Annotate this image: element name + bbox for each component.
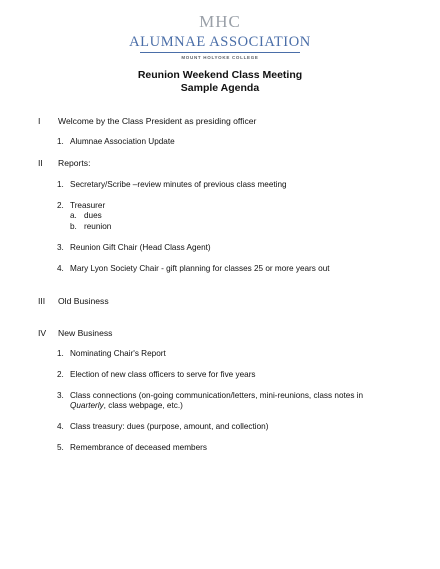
item-number: 1. (57, 349, 64, 358)
logo-association-name: ALUMNAE ASSOCIATION (129, 34, 311, 50)
sub-item-text: reunion (84, 222, 112, 231)
item-text: Treasurer (70, 201, 106, 210)
item-text: Reunion Gift Chair (Head Class Agent) (70, 243, 211, 252)
document-subtitle: Sample Agenda (180, 82, 260, 94)
sub-item-letter: b. (70, 222, 77, 231)
section-numeral: I (38, 116, 41, 126)
item-number: 3. (57, 391, 64, 400)
sub-item-text: dues (84, 211, 102, 220)
item-text: Nominating Chair's Report (70, 349, 166, 358)
section-title: Old Business (58, 296, 109, 306)
item-text: Secretary/Scribe –review minutes of previous class meeting (70, 180, 287, 189)
quarterly-title: Quarterly (70, 401, 104, 410)
logo-monogram: MHC (199, 12, 241, 31)
section-title: Welcome by the Class President as presiding officer (58, 116, 257, 126)
sub-item-letter: a. (70, 211, 77, 220)
logo-divider (140, 52, 300, 53)
item-text: Mary Lyon Society Chair - gift planning for classes 25 or more years out (70, 264, 330, 273)
item-number: 2. (57, 201, 64, 210)
section-numeral: IV (38, 328, 47, 338)
section-numeral: III (38, 296, 46, 306)
item-number: 5. (57, 443, 64, 452)
item-text-continued: , class webpage, etc.) (103, 401, 183, 410)
section-title: Reports: (58, 158, 91, 168)
item-number: 1. (57, 180, 64, 189)
item-number: 1. (57, 137, 64, 146)
item-number: 2. (57, 370, 64, 379)
alumnae-association-logo (0, 12, 440, 61)
item-text: Class treasury: dues (purpose, amount, and collection) (70, 422, 269, 431)
section-title: New Business (58, 328, 113, 338)
document-title: Reunion Weekend Class Meeting (137, 69, 303, 81)
section-numeral: II (38, 158, 43, 168)
item-number: 4. (57, 264, 64, 273)
item-text: Class connections (on-going communication/letters, mini-reunions, class notes in (70, 391, 364, 400)
item-number: 4. (57, 422, 64, 431)
item-number: 3. (57, 243, 64, 252)
logo-college-name: MOUNT HOLYOKE COLLEGE (181, 55, 259, 60)
item-text: Remembrance of deceased members (70, 443, 207, 452)
item-text: Election of new class officers to serve for five years (70, 370, 256, 379)
item-text: Alumnae Association Update (70, 137, 175, 146)
